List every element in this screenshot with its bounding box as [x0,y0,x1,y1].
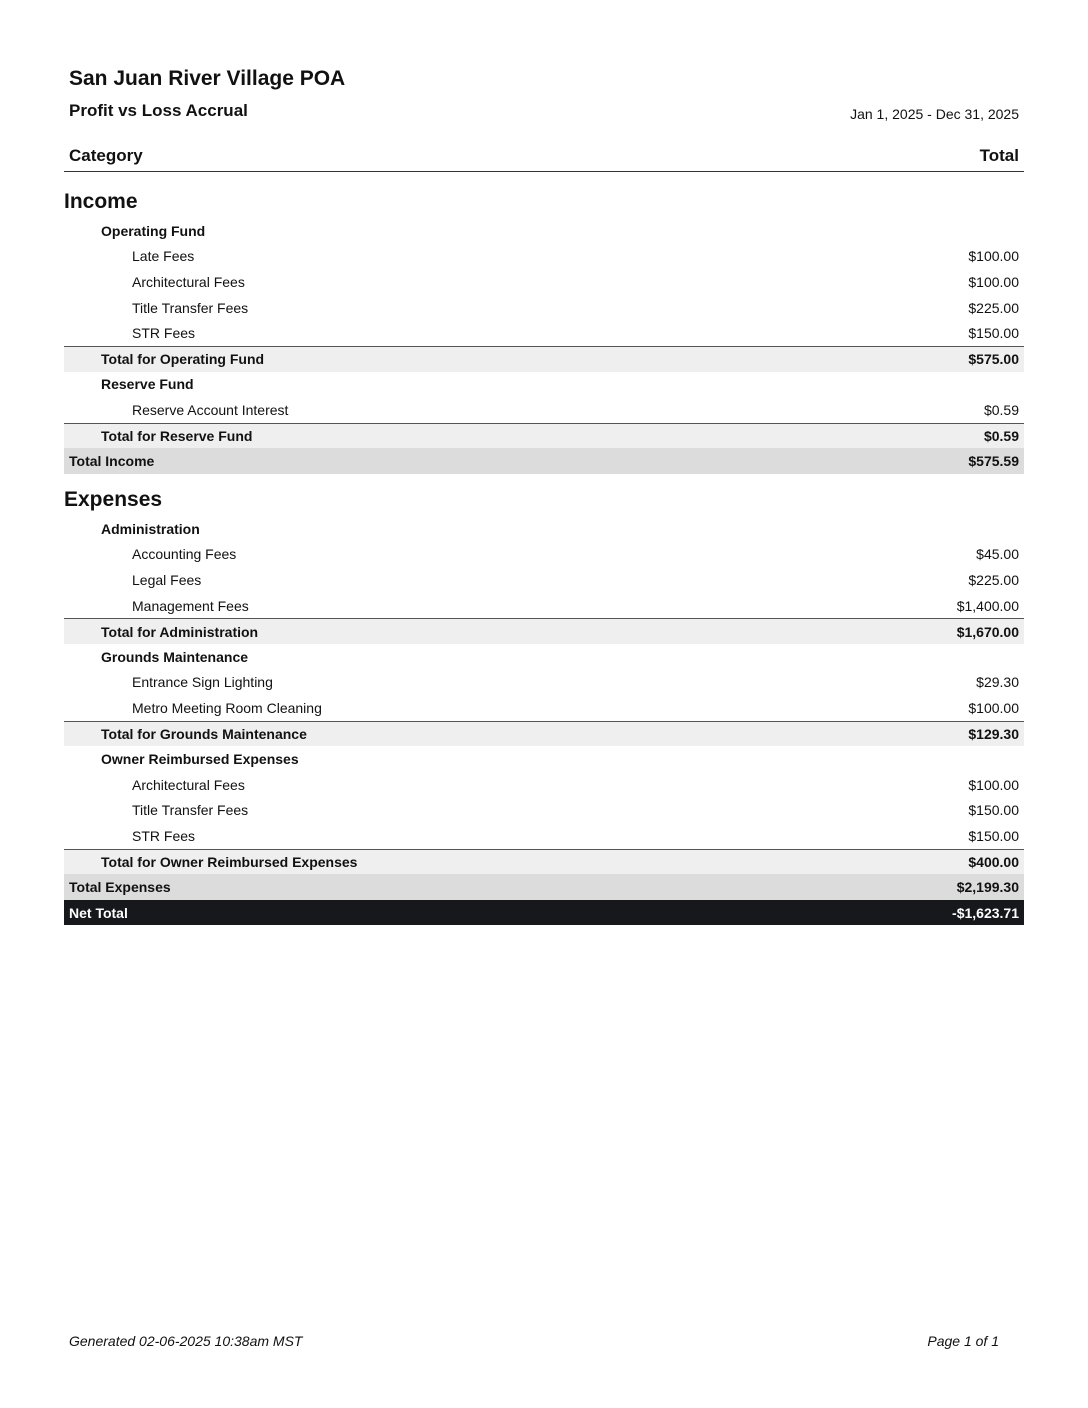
expense-group-grounds-maintenance [64,644,1024,670]
organization-name: San Juan River Village POA [69,67,346,90]
line-item-label: Title Transfer Fees [132,802,249,819]
group-total-row [64,618,1024,644]
section-spacer [64,474,1024,484]
income-total-row [64,448,1024,474]
line-item-label: Title Transfer Fees [132,299,249,316]
line-item-label: Accounting Fees [132,546,237,563]
group-title-label: Administration [101,520,200,537]
group-total-amount: $129.30 [968,725,1019,742]
expenses-section-title: Expenses [64,487,163,511]
line-item-row [64,542,1024,568]
line-item-label: STR Fees [132,827,196,844]
section-total-amount: $575.59 [968,453,1019,470]
line-item-label: Architectural Fees [132,273,245,290]
line-item-row [64,772,1024,798]
line-item-row [64,567,1024,593]
line-item-amount: $0.59 [983,401,1019,418]
line-item-amount: $100.00 [968,776,1019,793]
line-item-amount: $100.00 [968,699,1019,716]
group-title-label: Grounds Maintenance [101,648,249,665]
line-item-label: Entrance Sign Lighting [132,674,273,691]
column-header-row [64,140,1024,172]
expense-group-administration [64,516,1024,542]
column-header-category: Category [69,145,143,165]
line-item-label: Late Fees [132,248,195,265]
line-item-amount: $150.00 [968,802,1019,819]
group-total-row [64,721,1024,747]
net-total-row [64,900,1024,926]
group-title-label: Operating Fund [101,222,206,239]
group-total-row [64,423,1024,449]
group-title-label: Reserve Fund [101,376,194,393]
generated-timestamp: Generated 02-06-2025 10:38am MST [69,1333,303,1349]
group-total-row [64,346,1024,372]
line-item-amount: $225.00 [968,299,1019,316]
line-item-row [64,295,1024,321]
line-item-amount: $1,400.00 [956,597,1019,614]
line-item-row [64,320,1024,346]
line-item-row [64,269,1024,295]
group-total-label: Total for Grounds Maintenance [101,725,307,742]
group-total-label: Total for Reserve Fund [101,428,253,445]
expenses-total-row [64,874,1024,900]
line-item-row [64,397,1024,423]
line-item-label: Architectural Fees [132,776,245,793]
section-total-amount: $2,199.30 [956,879,1019,896]
line-item-row [64,695,1024,721]
line-item-label: STR Fees [132,325,196,342]
line-item-row [64,797,1024,823]
income-section-title: Income [64,190,138,213]
group-total-amount: $0.59 [983,428,1019,445]
line-item-label: Management Fees [132,597,249,614]
group-total-amount: $1,670.00 [956,623,1019,640]
report-body [64,186,1024,925]
line-item-row [64,670,1024,696]
income-group-reserve-fund [64,372,1024,398]
line-item-amount: $29.30 [976,674,1019,691]
line-item-amount: $45.00 [976,546,1019,563]
line-item-amount: $225.00 [968,571,1019,588]
line-item-label: Reserve Account Interest [132,401,289,418]
net-total-label: Net Total [69,904,128,921]
page-number: Page 1 of 1 [927,1333,999,1349]
line-item-amount: $100.00 [968,273,1019,290]
group-total-amount: $575.00 [968,351,1019,368]
line-item-row [64,593,1024,619]
section-total-label: Total Income [69,453,155,470]
line-item-label: Legal Fees [132,571,202,588]
report-title: Profit vs Loss Accrual [69,101,248,120]
group-total-label: Total for Owner Reimbursed Expenses [101,853,358,870]
line-item-amount: $150.00 [968,827,1019,844]
line-item-amount: $100.00 [968,248,1019,265]
group-total-amount: $400.00 [968,853,1019,870]
group-total-row [64,849,1024,875]
line-item-label: Metro Meeting Room Cleaning [132,699,322,716]
section-total-label: Total Expenses [69,879,171,896]
group-total-label: Total for Operating Fund [101,351,265,368]
group-title-label: Owner Reimbursed Expenses [101,751,299,768]
expense-group-owner-reimbursed [64,746,1024,772]
column-header-total: Total [979,145,1019,165]
income-group-operating-fund [64,218,1024,244]
line-item-row [64,823,1024,849]
report-date-range: Jan 1, 2025 - Dec 31, 2025 [850,106,1019,122]
line-item-row [64,244,1024,270]
group-total-label: Total for Administration [101,623,259,640]
line-item-amount: $150.00 [968,325,1019,342]
net-total-amount: -$1,623.71 [952,904,1019,921]
